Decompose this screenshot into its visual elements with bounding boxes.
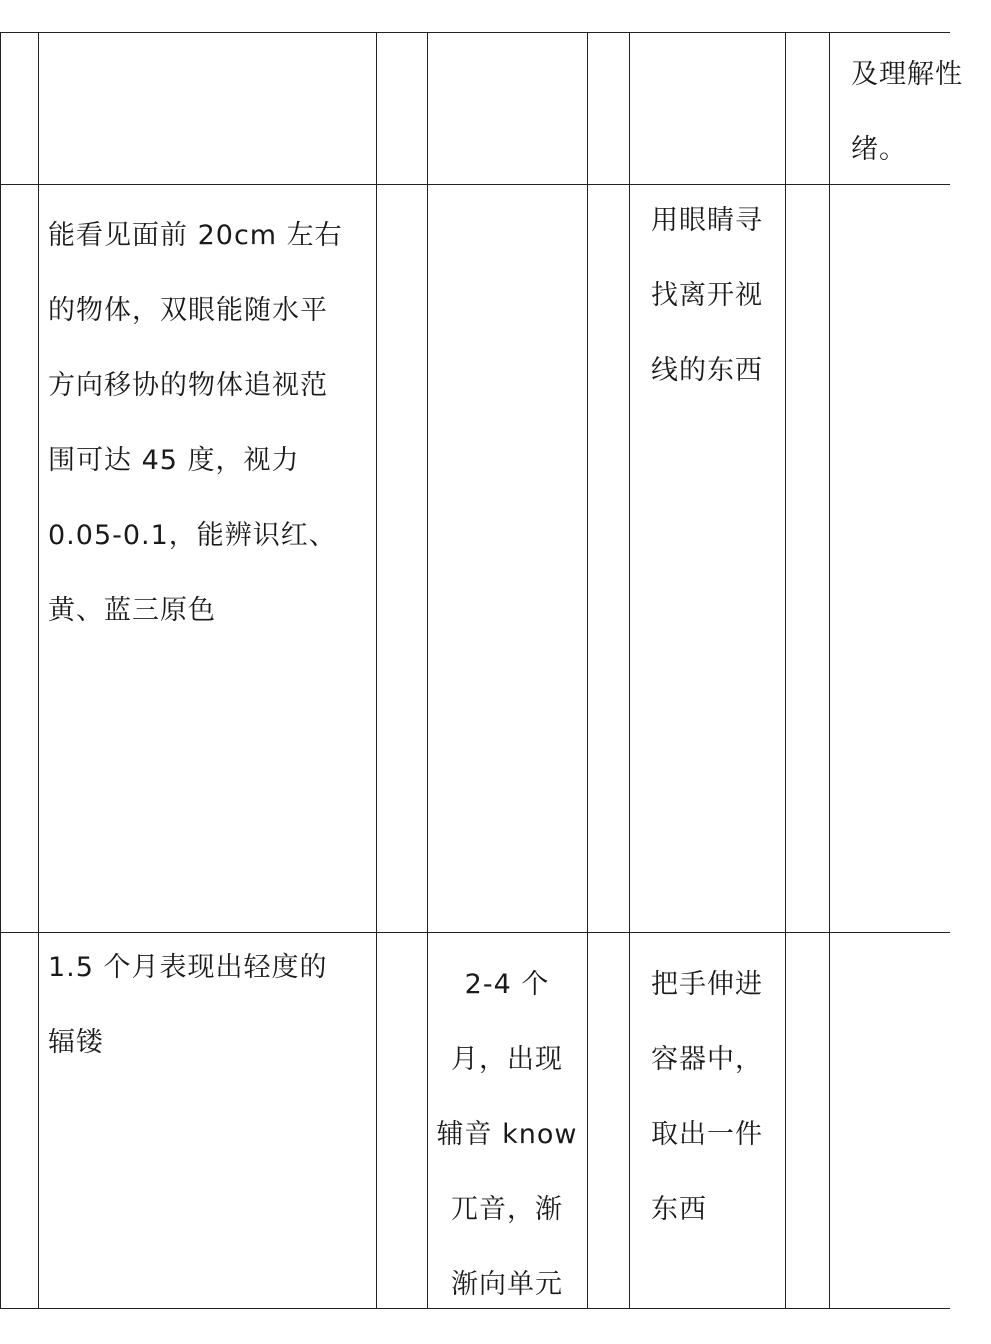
cell-text-line: 方向移协的物体追视范 xyxy=(48,370,328,401)
cell-text-line: 能看见面前 20cm 左右 xyxy=(48,220,343,251)
cell-text-line: 渐向单元 xyxy=(451,1269,563,1300)
cell-text-line: 取出一件 xyxy=(651,1119,763,1150)
cell-text-line: 1.5 个月表现出轻度的 xyxy=(48,952,328,983)
cell-text-line: 兀音，渐 xyxy=(451,1194,563,1225)
cell-text-line: 找离开视 xyxy=(651,280,763,311)
cell-text-line: 用眼睛寻 xyxy=(651,205,763,236)
column-divider xyxy=(427,32,428,1309)
cell-text-line: 线的东西 xyxy=(651,355,763,386)
cell-text-line: 2-4 个 xyxy=(464,969,550,1000)
cell-text-line: 月，出现 xyxy=(451,1044,563,1075)
cell-text-line: 辐镂 xyxy=(48,1027,104,1058)
table-cell-row3-col3 xyxy=(434,947,580,1322)
column-divider xyxy=(629,32,630,1309)
cell-text-line: 容器中， xyxy=(651,1044,763,1075)
table-cell-row3-col5 xyxy=(651,947,781,1247)
column-divider xyxy=(587,32,588,1309)
table-cell-row2-col1 xyxy=(48,198,370,648)
table-cell-row3-col1 xyxy=(48,930,370,1080)
cell-text-line: 把手伸进 xyxy=(651,969,763,1000)
column-divider xyxy=(0,32,1,1309)
table-top-border xyxy=(0,32,950,33)
column-divider xyxy=(785,32,786,1309)
cell-text-line: 黄、蓝三原色 xyxy=(48,595,216,626)
table-cell-row1-col7 xyxy=(851,37,991,187)
cell-text-line: 辅音 know xyxy=(436,1119,578,1150)
cell-text-line: 及理解性 xyxy=(851,59,963,90)
column-divider xyxy=(376,32,377,1309)
table-cell-row2-col5 xyxy=(651,183,781,408)
cell-text-line: 0.05-0.1，能辨识红、 xyxy=(48,520,337,551)
cell-text-line: 围可达 45 度，视力 xyxy=(48,445,300,476)
row-divider-1 xyxy=(0,184,950,185)
cell-text-line: 绪。 xyxy=(851,134,907,165)
column-divider xyxy=(38,32,39,1309)
cell-text-line: 的物体，双眼能随水平 xyxy=(48,295,328,326)
column-divider xyxy=(829,32,830,1309)
cell-text-line: 东西 xyxy=(651,1194,707,1225)
